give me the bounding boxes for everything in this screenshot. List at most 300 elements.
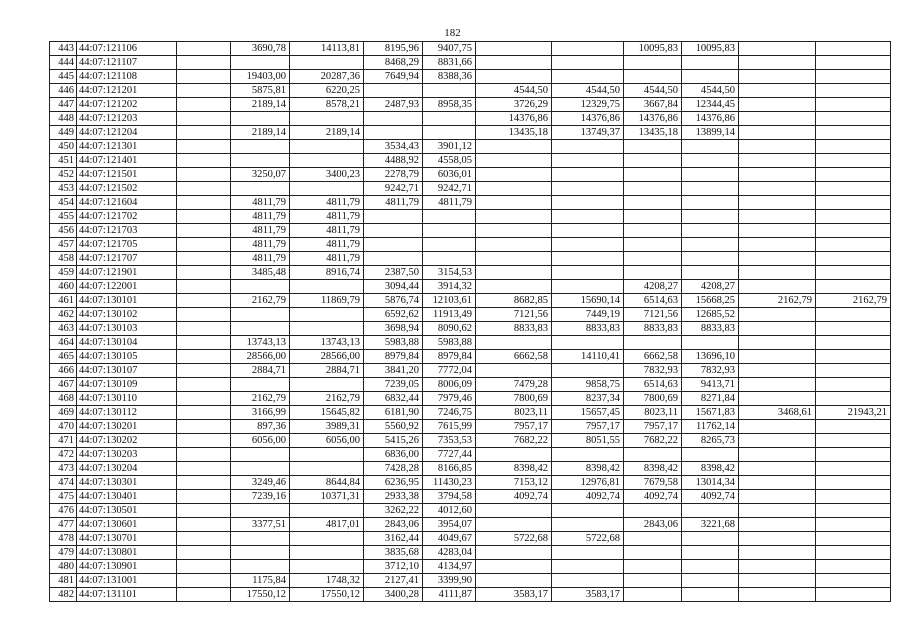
- row-number-cell: 458: [50, 252, 77, 266]
- table-row: [50, 266, 891, 280]
- value-cell: 3154,53: [423, 266, 476, 280]
- value-cell: 15657,45: [552, 406, 624, 420]
- value-cell: [476, 560, 552, 574]
- value-cell: [739, 42, 816, 56]
- value-cell: 7772,04: [423, 364, 476, 378]
- value-cell: [290, 378, 364, 392]
- value-cell: 12976,81: [552, 476, 624, 490]
- row-number-cell: 482: [50, 588, 77, 602]
- value-cell: [682, 154, 739, 168]
- value-cell: [476, 448, 552, 462]
- value-cell: [476, 168, 552, 182]
- value-cell: 4283,04: [423, 546, 476, 560]
- value-cell: 8398,42: [476, 462, 552, 476]
- value-cell: 6056,00: [231, 434, 290, 448]
- value-cell: 5983,88: [364, 336, 423, 350]
- value-cell: 3468,61: [739, 406, 816, 420]
- table-row: [50, 84, 891, 98]
- value-cell: 8023,11: [476, 406, 552, 420]
- cadastral-code-cell: 44:07:130103: [77, 322, 177, 336]
- value-cell: [231, 448, 290, 462]
- value-cell: 7832,93: [624, 364, 682, 378]
- value-cell: 4544,50: [476, 84, 552, 98]
- value-cell: 7727,44: [423, 448, 476, 462]
- value-cell: 12329,75: [552, 98, 624, 112]
- value-cell: [739, 518, 816, 532]
- value-cell: [231, 462, 290, 476]
- value-cell: 7957,17: [624, 420, 682, 434]
- value-cell: 11869,79: [290, 294, 364, 308]
- value-cell: 17550,12: [231, 588, 290, 602]
- value-cell: [624, 210, 682, 224]
- value-cell: [177, 56, 231, 70]
- cadastral-code-cell: 44:07:130901: [77, 560, 177, 574]
- value-cell: 7428,28: [364, 462, 423, 476]
- value-cell: [423, 84, 476, 98]
- value-cell: [739, 392, 816, 406]
- value-cell: 4488,92: [364, 154, 423, 168]
- table-row: [50, 322, 891, 336]
- value-cell: 7682,22: [476, 434, 552, 448]
- value-cell: 8682,85: [476, 294, 552, 308]
- value-cell: [364, 252, 423, 266]
- value-cell: 14376,86: [624, 112, 682, 126]
- cadastral-code-cell: 44:07:130102: [77, 308, 177, 322]
- value-cell: 5722,68: [552, 532, 624, 546]
- value-cell: [624, 168, 682, 182]
- cadastral-code-cell: 44:07:130601: [77, 518, 177, 532]
- table-row: [50, 546, 891, 560]
- value-cell: 7246,75: [423, 406, 476, 420]
- row-number-cell: 479: [50, 546, 77, 560]
- cadastral-code-cell: 44:07:121202: [77, 98, 177, 112]
- value-cell: 6662,58: [476, 350, 552, 364]
- value-cell: 3250,07: [231, 168, 290, 182]
- value-cell: [476, 336, 552, 350]
- cadastral-code-cell: 44:07:121604: [77, 196, 177, 210]
- value-cell: 7121,56: [624, 308, 682, 322]
- value-cell: [624, 182, 682, 196]
- cadastral-code-cell: 44:07:130104: [77, 336, 177, 350]
- value-cell: [682, 140, 739, 154]
- value-cell: 8398,42: [682, 462, 739, 476]
- cadastral-code-cell: 44:07:121301: [77, 140, 177, 154]
- value-cell: [739, 434, 816, 448]
- value-cell: [816, 490, 891, 504]
- value-cell: [682, 546, 739, 560]
- value-cell: [177, 448, 231, 462]
- value-cell: 3914,32: [423, 280, 476, 294]
- value-cell: [816, 280, 891, 294]
- value-cell: [739, 182, 816, 196]
- value-cell: 10371,31: [290, 490, 364, 504]
- table-row: [50, 42, 891, 56]
- value-cell: 3583,17: [552, 588, 624, 602]
- value-cell: [177, 392, 231, 406]
- value-cell: [816, 308, 891, 322]
- value-cell: [816, 252, 891, 266]
- cadastral-code-cell: 44:07:121204: [77, 126, 177, 140]
- cadastral-code-cell: 44:07:130109: [77, 378, 177, 392]
- value-cell: 6181,90: [364, 406, 423, 420]
- table-row: [50, 490, 891, 504]
- value-cell: 3690,78: [231, 42, 290, 56]
- value-cell: 9242,71: [423, 182, 476, 196]
- value-cell: [552, 546, 624, 560]
- value-cell: 8833,83: [624, 322, 682, 336]
- value-cell: 3583,17: [476, 588, 552, 602]
- table-row: [50, 210, 891, 224]
- value-cell: [816, 420, 891, 434]
- value-cell: 8398,42: [552, 462, 624, 476]
- row-number-cell: 478: [50, 532, 77, 546]
- row-number-cell: 463: [50, 322, 77, 336]
- value-cell: [739, 504, 816, 518]
- value-cell: 4012,60: [423, 504, 476, 518]
- value-cell: 4544,50: [552, 84, 624, 98]
- value-cell: [177, 112, 231, 126]
- value-cell: [739, 266, 816, 280]
- value-cell: 3221,68: [682, 518, 739, 532]
- value-cell: [816, 364, 891, 378]
- value-cell: [816, 518, 891, 532]
- value-cell: [290, 112, 364, 126]
- cadastral-code-cell: 44:07:121107: [77, 56, 177, 70]
- row-number-cell: 477: [50, 518, 77, 532]
- value-cell: 3249,46: [231, 476, 290, 490]
- value-cell: [476, 504, 552, 518]
- value-cell: [739, 280, 816, 294]
- value-cell: 14376,86: [552, 112, 624, 126]
- value-cell: [624, 70, 682, 84]
- value-cell: 3726,29: [476, 98, 552, 112]
- value-cell: [364, 84, 423, 98]
- value-cell: [177, 42, 231, 56]
- value-cell: [231, 560, 290, 574]
- value-cell: [816, 42, 891, 56]
- value-cell: 10095,83: [624, 42, 682, 56]
- value-cell: [423, 126, 476, 140]
- value-cell: [177, 224, 231, 238]
- row-number-cell: 480: [50, 560, 77, 574]
- value-cell: 14376,86: [476, 112, 552, 126]
- value-cell: 4208,27: [682, 280, 739, 294]
- value-cell: 4811,79: [423, 196, 476, 210]
- value-cell: 3698,94: [364, 322, 423, 336]
- value-cell: 7800,69: [624, 392, 682, 406]
- value-cell: 4092,74: [552, 490, 624, 504]
- value-cell: 6832,44: [364, 392, 423, 406]
- value-cell: [739, 476, 816, 490]
- row-number-cell: 472: [50, 448, 77, 462]
- table-row: [50, 392, 891, 406]
- table-row: [50, 476, 891, 490]
- value-cell: [739, 574, 816, 588]
- value-cell: [816, 378, 891, 392]
- value-cell: 8166,85: [423, 462, 476, 476]
- value-cell: 10095,83: [682, 42, 739, 56]
- table-row: [50, 420, 891, 434]
- value-cell: [552, 266, 624, 280]
- table-row: [50, 434, 891, 448]
- value-cell: 7153,12: [476, 476, 552, 490]
- value-cell: [177, 364, 231, 378]
- value-cell: 3989,31: [290, 420, 364, 434]
- value-cell: 2189,14: [231, 126, 290, 140]
- value-cell: 15668,25: [682, 294, 739, 308]
- table-row: [50, 154, 891, 168]
- value-cell: 3835,68: [364, 546, 423, 560]
- value-cell: [624, 448, 682, 462]
- value-cell: [177, 336, 231, 350]
- page-number: 182: [444, 27, 461, 39]
- value-cell: 7239,05: [364, 378, 423, 392]
- value-cell: [739, 490, 816, 504]
- value-cell: 6236,95: [364, 476, 423, 490]
- value-cell: 5876,74: [364, 294, 423, 308]
- value-cell: 2933,38: [364, 490, 423, 504]
- value-cell: 8831,66: [423, 56, 476, 70]
- cadastral-code-cell: 44:07:131101: [77, 588, 177, 602]
- value-cell: 3400,23: [290, 168, 364, 182]
- table-row: [50, 168, 891, 182]
- value-cell: 12685,52: [682, 308, 739, 322]
- value-cell: 8265,73: [682, 434, 739, 448]
- value-cell: [739, 210, 816, 224]
- value-cell: [231, 154, 290, 168]
- value-cell: [231, 56, 290, 70]
- value-cell: 6836,00: [364, 448, 423, 462]
- value-cell: 8271,84: [682, 392, 739, 406]
- value-cell: [177, 406, 231, 420]
- value-cell: 2843,06: [364, 518, 423, 532]
- value-cell: [552, 168, 624, 182]
- value-cell: 6662,58: [624, 350, 682, 364]
- value-cell: 3534,43: [364, 140, 423, 154]
- value-cell: [231, 378, 290, 392]
- value-cell: 3094,44: [364, 280, 423, 294]
- value-cell: 8237,34: [552, 392, 624, 406]
- row-number-cell: 471: [50, 434, 77, 448]
- value-cell: [476, 154, 552, 168]
- value-cell: [739, 238, 816, 252]
- value-cell: 3377,51: [231, 518, 290, 532]
- cadastral-code-cell: 44:07:130112: [77, 406, 177, 420]
- table-row: [50, 588, 891, 602]
- value-cell: [624, 56, 682, 70]
- value-cell: [290, 462, 364, 476]
- row-number-cell: 454: [50, 196, 77, 210]
- value-cell: 4111,87: [423, 588, 476, 602]
- value-cell: 1175,84: [231, 574, 290, 588]
- value-cell: [476, 224, 552, 238]
- table-row: [50, 532, 891, 546]
- value-cell: [739, 588, 816, 602]
- value-cell: [682, 560, 739, 574]
- value-cell: [423, 238, 476, 252]
- value-cell: 12344,45: [682, 98, 739, 112]
- value-cell: [231, 546, 290, 560]
- value-cell: [816, 84, 891, 98]
- value-cell: [739, 532, 816, 546]
- value-cell: 7957,17: [476, 420, 552, 434]
- value-cell: [177, 462, 231, 476]
- value-cell: [739, 378, 816, 392]
- value-cell: 4092,74: [476, 490, 552, 504]
- value-cell: 12103,61: [423, 294, 476, 308]
- value-cell: [476, 56, 552, 70]
- value-cell: 9413,71: [682, 378, 739, 392]
- value-cell: [624, 546, 682, 560]
- value-cell: 6220,25: [290, 84, 364, 98]
- value-cell: 8006,09: [423, 378, 476, 392]
- value-cell: 3712,10: [364, 560, 423, 574]
- value-cell: 4811,79: [231, 238, 290, 252]
- value-cell: [423, 112, 476, 126]
- value-cell: 7353,53: [423, 434, 476, 448]
- table-row: [50, 364, 891, 378]
- value-cell: [624, 154, 682, 168]
- value-cell: [682, 588, 739, 602]
- value-cell: [177, 504, 231, 518]
- value-cell: [682, 168, 739, 182]
- value-cell: [552, 210, 624, 224]
- row-number-cell: 447: [50, 98, 77, 112]
- row-number-cell: 450: [50, 140, 77, 154]
- table-row: [50, 56, 891, 70]
- cadastral-code-cell: 44:07:130701: [77, 532, 177, 546]
- row-number-cell: 481: [50, 574, 77, 588]
- value-cell: 7682,22: [624, 434, 682, 448]
- value-cell: 8195,96: [364, 42, 423, 56]
- row-number-cell: 455: [50, 210, 77, 224]
- value-cell: 13743,13: [231, 336, 290, 350]
- value-cell: [476, 574, 552, 588]
- value-cell: [816, 574, 891, 588]
- value-cell: [177, 434, 231, 448]
- value-cell: [816, 266, 891, 280]
- cadastral-code-cell: 44:07:121705: [77, 238, 177, 252]
- table-row: [50, 140, 891, 154]
- value-cell: [816, 140, 891, 154]
- value-cell: 9242,71: [364, 182, 423, 196]
- value-cell: [816, 476, 891, 490]
- value-cell: [177, 378, 231, 392]
- value-cell: [177, 518, 231, 532]
- value-cell: [177, 308, 231, 322]
- value-cell: [816, 56, 891, 70]
- value-cell: 8833,83: [552, 322, 624, 336]
- table-row: [50, 182, 891, 196]
- value-cell: [816, 560, 891, 574]
- value-cell: [476, 518, 552, 532]
- value-cell: [682, 336, 739, 350]
- value-cell: [231, 322, 290, 336]
- value-cell: 2843,06: [624, 518, 682, 532]
- value-cell: [423, 210, 476, 224]
- value-cell: [624, 560, 682, 574]
- value-cell: 897,36: [231, 420, 290, 434]
- value-cell: 4208,27: [624, 280, 682, 294]
- value-cell: [177, 588, 231, 602]
- table-row: [50, 238, 891, 252]
- value-cell: [739, 322, 816, 336]
- value-cell: 8833,83: [682, 322, 739, 336]
- row-number-cell: 474: [50, 476, 77, 490]
- value-cell: 5875,81: [231, 84, 290, 98]
- cadastral-code-cell: 44:07:130201: [77, 420, 177, 434]
- value-cell: 7979,46: [423, 392, 476, 406]
- value-cell: [476, 42, 552, 56]
- cadastral-code-cell: 44:07:121201: [77, 84, 177, 98]
- value-cell: [364, 126, 423, 140]
- value-cell: [739, 56, 816, 70]
- value-cell: 15690,14: [552, 294, 624, 308]
- value-cell: 11762,14: [682, 420, 739, 434]
- value-cell: [739, 84, 816, 98]
- value-cell: 4817,01: [290, 518, 364, 532]
- value-cell: [682, 238, 739, 252]
- value-cell: [177, 280, 231, 294]
- value-cell: [816, 224, 891, 238]
- value-cell: [816, 546, 891, 560]
- cadastral-code-cell: 44:07:131001: [77, 574, 177, 588]
- value-cell: [177, 154, 231, 168]
- data-table: [49, 41, 891, 602]
- value-cell: [624, 588, 682, 602]
- value-cell: [177, 266, 231, 280]
- value-cell: [177, 210, 231, 224]
- value-cell: 4811,79: [231, 224, 290, 238]
- value-cell: [476, 364, 552, 378]
- value-cell: [290, 182, 364, 196]
- value-cell: [552, 364, 624, 378]
- row-number-cell: 456: [50, 224, 77, 238]
- value-cell: [816, 98, 891, 112]
- table-row: [50, 406, 891, 420]
- value-cell: 8090,62: [423, 322, 476, 336]
- value-cell: 8979,84: [423, 350, 476, 364]
- value-cell: 3162,44: [364, 532, 423, 546]
- value-cell: [552, 154, 624, 168]
- value-cell: 2189,14: [231, 98, 290, 112]
- value-cell: [552, 448, 624, 462]
- table-row: [50, 336, 891, 350]
- value-cell: [816, 70, 891, 84]
- table-row: [50, 196, 891, 210]
- value-cell: 8644,84: [290, 476, 364, 490]
- table-row: [50, 518, 891, 532]
- value-cell: [177, 476, 231, 490]
- value-cell: 4558,05: [423, 154, 476, 168]
- cadastral-code-cell: 44:07:121702: [77, 210, 177, 224]
- value-cell: 4811,79: [364, 196, 423, 210]
- value-cell: 7832,93: [682, 364, 739, 378]
- value-cell: [552, 280, 624, 294]
- cadastral-code-cell: 44:07:130202: [77, 434, 177, 448]
- value-cell: 14110,41: [552, 350, 624, 364]
- value-cell: 13743,13: [290, 336, 364, 350]
- value-cell: [552, 182, 624, 196]
- value-cell: [177, 490, 231, 504]
- value-cell: [177, 252, 231, 266]
- value-cell: [364, 238, 423, 252]
- value-cell: [682, 252, 739, 266]
- value-cell: [177, 420, 231, 434]
- value-cell: [816, 196, 891, 210]
- value-cell: 8388,36: [423, 70, 476, 84]
- value-cell: [816, 182, 891, 196]
